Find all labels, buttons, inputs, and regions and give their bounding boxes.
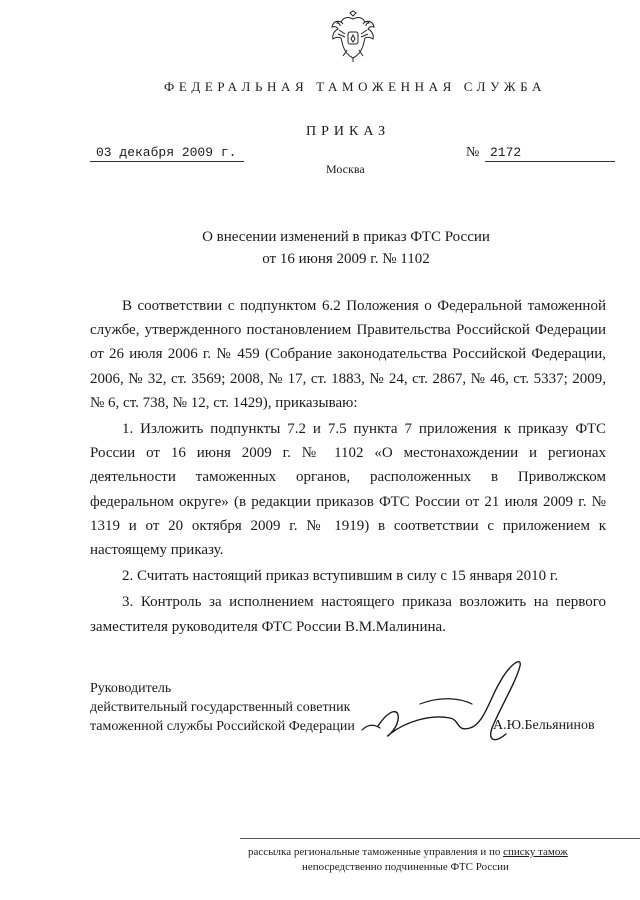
item-2-paragraph: 2. Считать настоящий приказ вступившим в силу с 15 января 2010 г. [122,568,559,585]
agency-name: ФЕДЕРАЛЬНАЯ ТАМОЖЕННАЯ СЛУЖБА [163,79,547,94]
signatory-line-1: Руководитель [90,681,172,696]
handwritten-signature [360,648,560,758]
item-3-paragraph: 3. Контроль за исполнением настоящего приказа возложить на первого заместителя руководителя ФТС России В.М.Малинина. [90,594,606,635]
distribution-text: региональные таможенные управления и по [293,846,501,858]
double-headed-eagle-emblem-icon [329,10,377,64]
subject-line-2: от 16 июня 2009 г. № 1102 [262,251,430,267]
order-number: 2172 [485,145,615,162]
order-number-label: № [466,145,480,160]
item-1-paragraph: 1. Изложить подпункты 7.2 и 7.5 пункта 7 приложения к приказу ФТС России от 16 июня 2009 г. № 1102 «О местонахождении и регионах деятельности таможенных органов, расположенных в Приволжском федеральном округе» (в редакции приказов ФТС России от 21 июля 2009 г. № 1319 и от 20 октября 2009 г. № 1919) в соответствии с приложением к настоящему приказу. [90,421,606,559]
distribution-line-2: непосредственно подчиненные ФТС России [302,861,509,873]
order-date: 03 декабря 2009 г. [90,145,244,162]
distribution-list-link[interactable]: списку тамож [503,846,568,858]
distribution-prefix: рассылка [248,846,292,858]
distribution-divider [240,838,640,839]
signatory-line-2: действительный государственный советник [90,700,351,715]
distribution-list [248,845,640,875]
signatory-title [90,679,355,736]
preamble-paragraph: В соответствии с подпунктом 6.2 Положения о Федеральной таможенной службе, утвержденного постановлением Правительства Российской Федерации от 26 июля 2006 г. № 459 (Собрание законодательства Российской Федерации, 2006, № 32, ст. 3569; 2008, № 17, ст. 1883, № 24, ст. 2867, № 46, ст. 5337; 2009, № 6, ст. 738, № 12, ст. 1429), приказываю: [90,298,606,411]
order-title: ПРИКАЗ [306,124,391,139]
order-subject [0,226,640,270]
subject-line-1: О внесении изменений в приказ ФТС России [202,229,490,245]
order-city: Москва [326,162,365,176]
signatory-line-3: таможенной службы Российской Федерации [90,719,355,734]
signatory-name: А.Ю.Бельянинов [493,718,595,733]
order-body [90,294,606,639]
